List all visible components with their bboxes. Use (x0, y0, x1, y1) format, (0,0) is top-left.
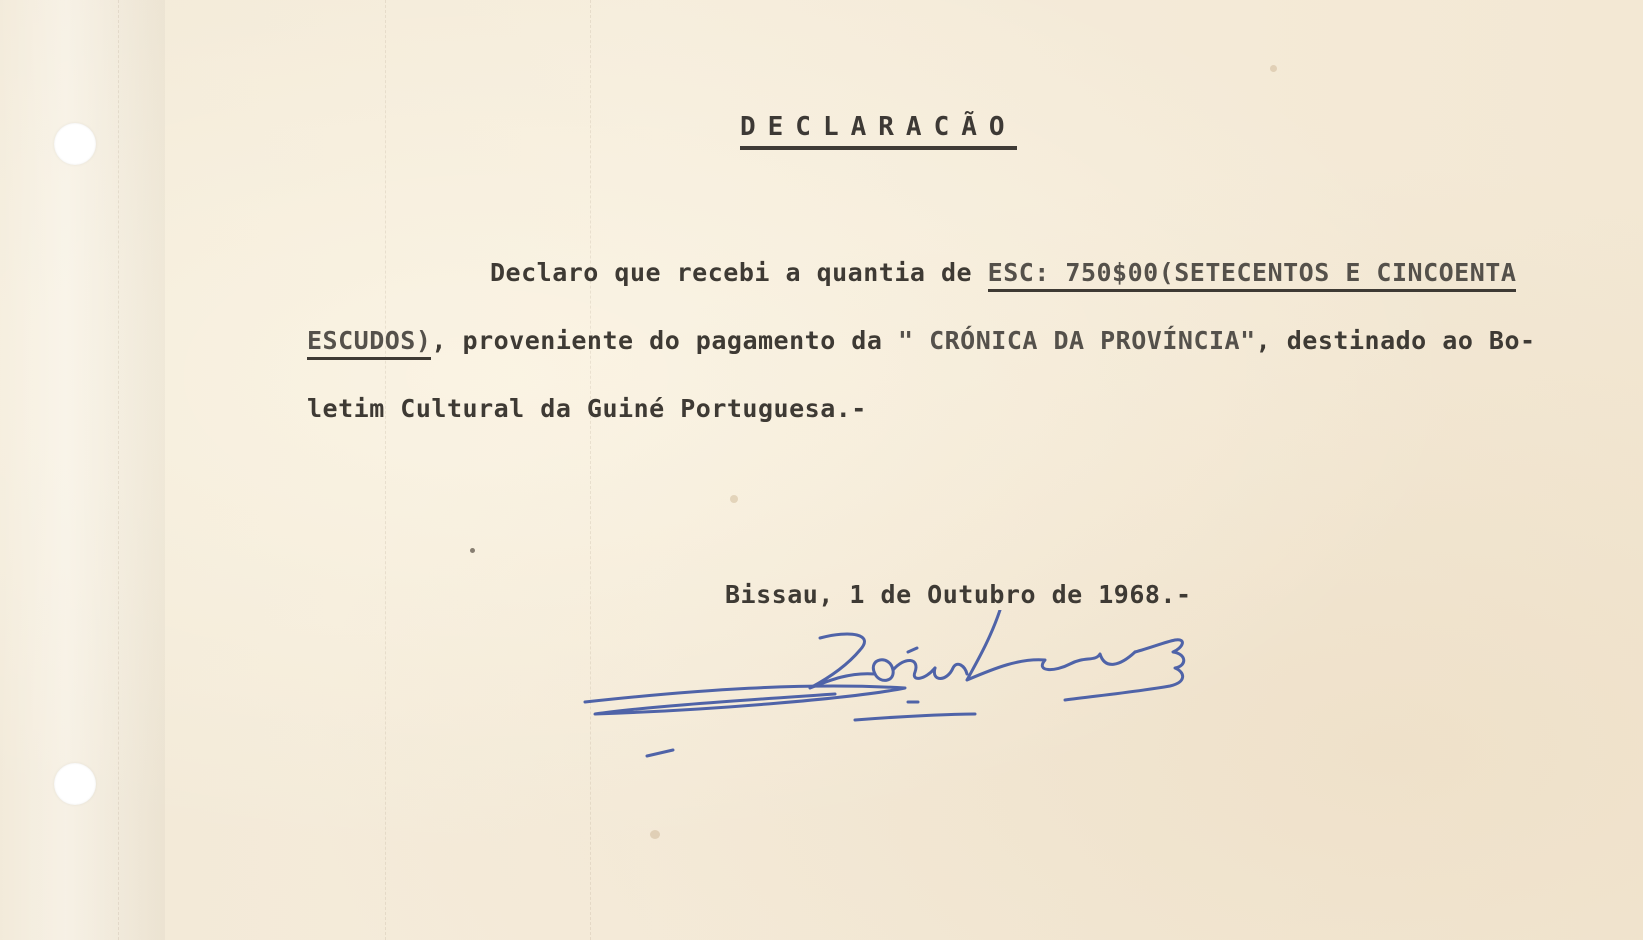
ink-dot (470, 548, 475, 553)
body-line-1 (490, 258, 1516, 287)
body-line-2 (307, 326, 1536, 355)
fold-line (118, 0, 119, 940)
stain-spot (730, 495, 738, 503)
document-title: DECLARACÃO (740, 112, 1017, 150)
place-date: Bissau, 1 de Outubro de 1968.- (725, 580, 1192, 609)
publication-title: " CRÓNICA DA PROVÍNCIA" (897, 326, 1256, 355)
punch-hole-bottom (54, 763, 96, 805)
amount-text: ESC: 750$00(SETECENTOS E CINCOENTA (988, 258, 1517, 292)
handwritten-signature (575, 610, 1255, 790)
amount-text-continued: ESCUDOS) (307, 326, 431, 360)
stain-spot (1270, 65, 1277, 72)
body-line-1-prefix: Declaro que recebi a quantia de (490, 258, 988, 287)
body-line-2-text-b: , destinado ao Bo- (1255, 326, 1536, 355)
body-line-3: letim Cultural da Guiné Portuguesa.- (307, 394, 867, 423)
fold-line (590, 0, 591, 940)
stain-spot (650, 830, 660, 839)
punch-hole-top (54, 123, 96, 165)
fold-line (385, 0, 386, 940)
body-line-2-text-a: , proveniente do pagamento da (431, 326, 898, 355)
